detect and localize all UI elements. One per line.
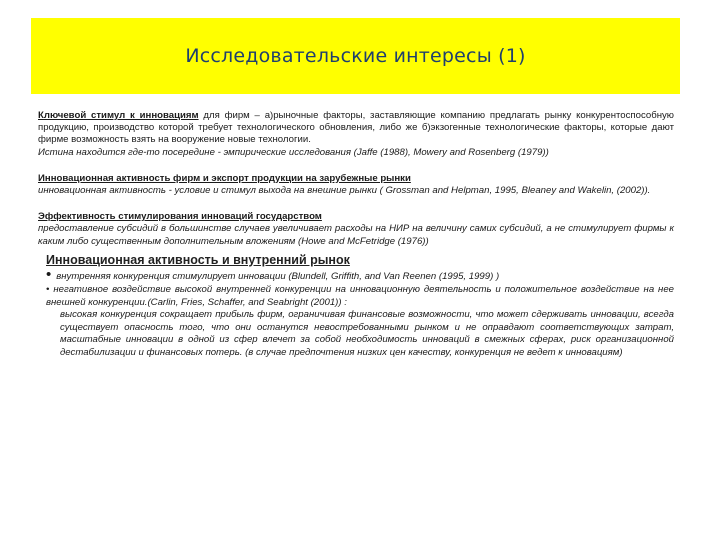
section-italic-text: Истина находится где-то посередине - эмпирические исследования (Jaffe (1988), Mowery and Rosenberg (1979)) <box>38 146 549 158</box>
section-domestic-market <box>46 254 674 360</box>
list-item-text: негативное воздействие высокой внутренней конкуренции на инновационную деятельность и положительное воздействие на нее внешней конкуренции.(Carlin, Fries, Schaffer, and Seabright (2001)) : <box>46 284 674 308</box>
title-banner <box>31 18 680 94</box>
section-paragraph: высокая конкуренция сокращает прибыль фирм, ограничивая финансовые возможности, что может сдерживать инновации, всегда существует опасность того, что они останутся невостребованными рынком и не оправдают соответствующих затрат, масштабные инновации в одной из сфер влечет за собой необходимость инноваций в смежных сферах, риск организационной дестабилизации и финансовых потерь. (в случае предпочтения низких цен качеству, конкуренция не ведет к инновациям) <box>60 309 674 358</box>
section-heading: Инновационная активность фирм и экспорт продукции на зарубежные рынки <box>38 172 411 184</box>
section-text: для фирм – а)рыночные факторы, заставляющие компанию предлагать рынку конкурентоспособную продукцию, производство которой требует технологического обновления, либо же б)экзогенные технологические факторы, которые дают фирме возможность взять на вооружение новые технологии. <box>38 110 674 146</box>
slide-body <box>38 110 674 360</box>
list-item-text: внутренняя конкуренция стимулирует инновации (Blundell, Griffith, and Van Reenen (1995, 1999) ) <box>56 271 500 283</box>
section-key-stimulus <box>38 110 674 159</box>
section-heading: Ключевой стимул к инновациям <box>38 110 199 121</box>
list-item <box>46 266 674 284</box>
section-heading: Эффективность стимулирования инноваций государством <box>38 211 322 223</box>
list-item <box>46 284 674 309</box>
slide-title: Исследовательские интересы (1) <box>185 45 526 67</box>
section-italic-text: предоставление субсидий в большинстве случаев увеличивает расходы на НИР на величину самих субсидий, а не стимулирует фирмы к каким либо существенным дополнительным вложениям (Howe and McFetridge (1976)) <box>38 223 674 247</box>
bullet-icon: • <box>46 284 50 296</box>
section-italic-text: инновационная активность - условие и стимул выхода на внешние рынки ( Grossman and Helpman, 1995, Bleaney and Wakelin, (2002)). <box>38 185 651 197</box>
section-state-support <box>38 211 674 248</box>
section-export <box>38 173 674 197</box>
bullet-icon: • <box>46 266 52 284</box>
section-heading: Инновационная активность и внутренний рынок <box>46 252 350 267</box>
